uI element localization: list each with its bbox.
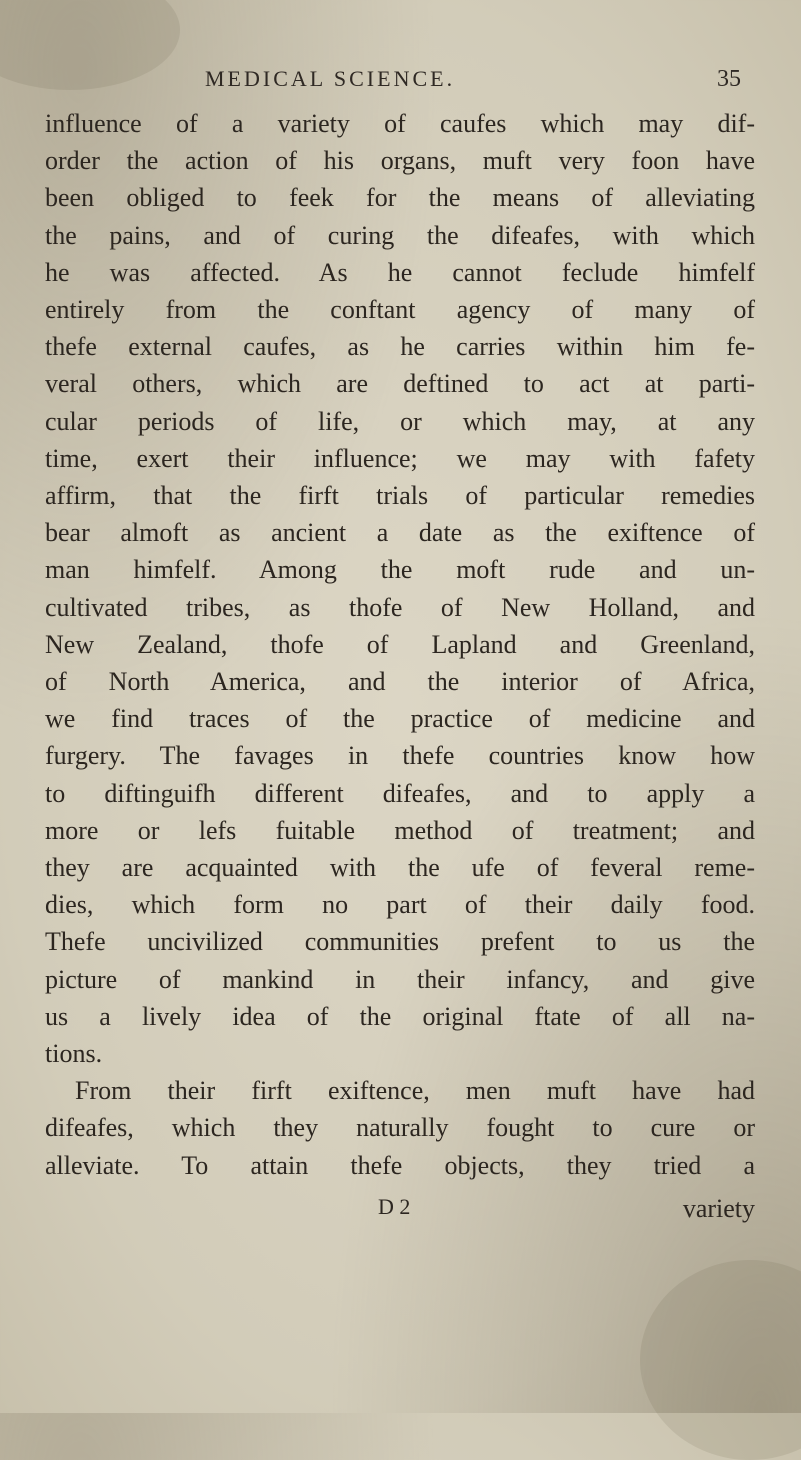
text-line: tions. [45, 1039, 103, 1068]
text-line: picture of mankind in their infancy, and give [45, 964, 755, 994]
text-line: entirely from the conftant agency of many of [45, 295, 755, 324]
running-head [205, 66, 741, 100]
catchword: variety [682, 1194, 755, 1223]
text-line: he was affected. As he cannot feclude himfelf [45, 257, 755, 287]
text-line: New Zealand, thofe of Lapland and Greenland, [45, 629, 755, 659]
signature-mark: D 2 [378, 1194, 411, 1219]
text-line: influence of a variety of caufes which may dif- [45, 109, 755, 138]
text-line: Thefe uncivilized communities prefent to us the [45, 927, 755, 957]
text-line: more or lefs fuitable method of treatment; and [45, 815, 755, 845]
text-line: furgery. The favages in thefe countries know how [45, 741, 755, 771]
paper-stain [0, 0, 180, 90]
text-line: veral others, which are deftined to act at parti- [45, 369, 755, 399]
text-line: dies, which form no part of their daily food. [45, 890, 755, 920]
text-line: of North America, and the interior of Africa, [45, 667, 755, 696]
page-footer [0, 1194, 801, 1228]
text-line: the pains, and of curing the difeafes, with which [45, 220, 755, 250]
running-head-title: MEDICAL SCIENCE. [205, 66, 456, 91]
page-number: 35 [717, 66, 741, 92]
text-line: time, exert their influence; we may with fafety [45, 443, 755, 473]
text-line: order the action of his organs, muft very foon have [45, 146, 755, 176]
text-line: affirm, that the firft trials of particular remedies [45, 481, 755, 510]
text-line: they are acquainted with the ufe of feveral reme- [45, 853, 755, 882]
text-line: cular periods of life, or which may, at any [45, 406, 755, 436]
text-line: us a lively idea of the original ftate of all na- [45, 1001, 755, 1031]
text-line: cultivated tribes, as thofe of New Holland, and [45, 592, 755, 622]
text-line: to diftinguifh different difeafes, and to apply a [45, 778, 755, 808]
paper-stain [640, 1260, 801, 1460]
text-line: been obliged to feek for the means of alleviating [45, 183, 755, 213]
text-line: we find traces of the practice of medicine and [45, 704, 755, 734]
text-line: man himfelf. Among the moft rude and un- [45, 555, 755, 585]
text-line: bear almoft as ancient a date as the exiftence of [45, 518, 755, 548]
text-line: difeafes, which they naturally fought to cure or [45, 1113, 755, 1143]
text-line: From their firft exiftence, men muft have had [75, 1076, 755, 1106]
text-line: alleviate. To attain thefe objects, they tried a [45, 1150, 755, 1180]
text-line: thefe external caufes, as he carries within him fe- [45, 332, 755, 362]
